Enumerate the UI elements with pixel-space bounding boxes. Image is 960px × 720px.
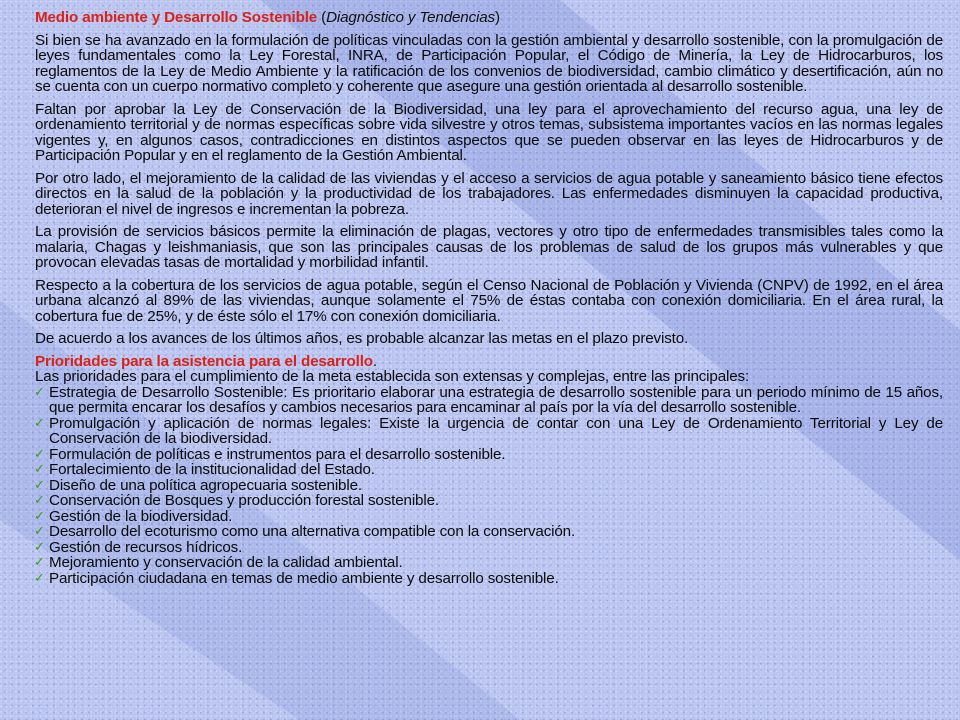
priority-item [35,462,943,478]
priority-item [35,385,943,416]
priority-item [35,478,943,494]
priorities-title-suffix: . [372,352,377,370]
priority-item-text: Conservación de Bosques y producción forestal sostenible. [49,492,439,509]
priorities-title: Prioridades para la asistencia para el desarrollo [35,352,373,370]
priorities-intro: Las prioridades para el cumplimiento de la meta establecida son extensas y complejas, entre las principales: [35,368,750,385]
priorities-section [35,354,943,587]
paragraph-goals: De acuerdo a los avances de los últimos años, es probable alcanzar las metas en el plazo previsto. [35,330,689,347]
check-icon: ✓ [34,477,45,493]
priority-item-text: Fortalecimiento de la institucionalidad del Estado. [49,461,375,478]
priorities-list [35,385,943,587]
priority-item-text: Mejoramiento y conservación de la calidad ambiental. [49,554,403,571]
check-icon: ✓ [34,555,45,570]
paragraph-water-coverage: Respecto a la cobertura de los servicios de agua potable, según el Censo Nacional de Población y Vivienda (CNPV) de 1992, en el área urbana alcanzó al 89% de las viviendas, aunque solamente el 75% de éstas contaba con conexión domiciliaria. En el área rural, la cobertura fue de 25%, y de éste sólo el 17% con conexión domiciliaria. [35,276,943,325]
heading-title: Medio ambiente y Desarrollo Sostenible [35,9,318,26]
slide-content [35,10,943,586]
priority-item [35,416,943,447]
section-heading [35,10,943,26]
check-icon: ✓ [34,384,45,400]
priority-item [35,509,943,525]
paragraph-basic-services: La provisión de servicios básicos permite la eliminación de plagas, vectores y otro tipo de enfermedades transmisibles tales como la malaria, Chagas y leishmaniasis, que son las principales causas de los problemas de salud de los grupos más vulnerables y que provocan elevadas tasas de mortalidad y morbilidad infantil. [35,223,943,271]
heading-open-paren: ( [317,9,327,26]
check-icon: ✓ [34,508,45,524]
priority-item [35,571,943,587]
priority-item [35,540,943,556]
priority-item-text: Estrategia de Desarrollo Sostenible: Es prioritario elaborar una estrategia de desarrollo sostenible para un periodo mínimo de 15 años, que permita encarar los desafíos y cambios necesarios para encaminar al país por la vía del desarrollo sostenible. [49,383,943,416]
paragraph-legislation: Si bien se ha avanzado en la formulación de políticas vinculadas con la gestión ambiental y desarrollo sostenible, con la promulgación de leyes fundamentales como la Ley Forestal, INRA, de Participación Popular, el Código de Minería, la Ley de Hidrocarburos, los reglamentos de la Ley de Medio Ambiente y la ratificación de los convenios de biodiversidad, cambio climático y desertificación, aún no se cuenta con un cuerpo normativo completo y coherente que asegure una gestión orientada al desarrollo sostenible. [35,31,943,95]
priority-item [35,493,943,509]
check-icon: ✓ [34,415,45,431]
priority-item [35,524,943,540]
heading-subtitle: Diagnóstico y Tendencias [326,9,495,26]
paragraph-housing-health: Por otro lado, el mejoramiento de la calidad de las viviendas y el acceso a servicios de agua potable y saneamiento básico tiene efectos directos en la salud de la población y la productividad de los trabajadores. Las enfermedades disminuyen la capacidad productiva, deterioran el nivel de ingresos e incrementan la pobreza. [35,169,943,218]
paragraph-pending-laws: Faltan por aprobar la Ley de Conservación de la Biodiversidad, una ley para el aprovechamiento del recurso agua, una ley de ordenamiento territorial y de normas específicas sobre vida silvestre y otros temas, subsistema importantes vacíos en las normas legales vigentes y, en algunos casos, contradicciones en distintos aspectos que se pueden observar en las leyes de Hidrocarburos y de Participación Popular y en el reglamento de la Gestión Ambiental. [35,100,943,164]
priority-item [35,555,943,571]
priorities-heading [35,354,943,370]
priority-item-text: Participación ciudadana en temas de medio ambiente y desarrollo sostenible. [49,569,559,587]
check-icon: ✓ [34,462,45,477]
check-icon: ✓ [34,493,45,508]
priority-item-text: Desarrollo del ecoturismo como una alternativa compatible con la conservación. [49,523,576,540]
priority-item [35,447,943,463]
check-icon: ✓ [34,446,45,462]
priority-item-text: Diseño de una política agropecuaria sostenible. [49,476,362,494]
priority-item-text: Formulación de políticas e instrumentos para el desarrollo sostenible. [49,445,506,463]
check-icon: ✓ [34,570,45,586]
heading-close-paren: ) [495,9,500,26]
check-icon: ✓ [34,539,45,555]
priority-item-text: Promulgación y aplicación de normas legales: Existe la urgencia de contar con una Ley de Ordenamiento Territorial y Ley de Conservación de la biodiversidad. [49,414,943,447]
priority-item-text: Gestión de recursos hídricos. [49,538,243,556]
priority-item-text: Gestión de la biodiversidad. [49,507,233,525]
check-icon: ✓ [34,524,45,539]
